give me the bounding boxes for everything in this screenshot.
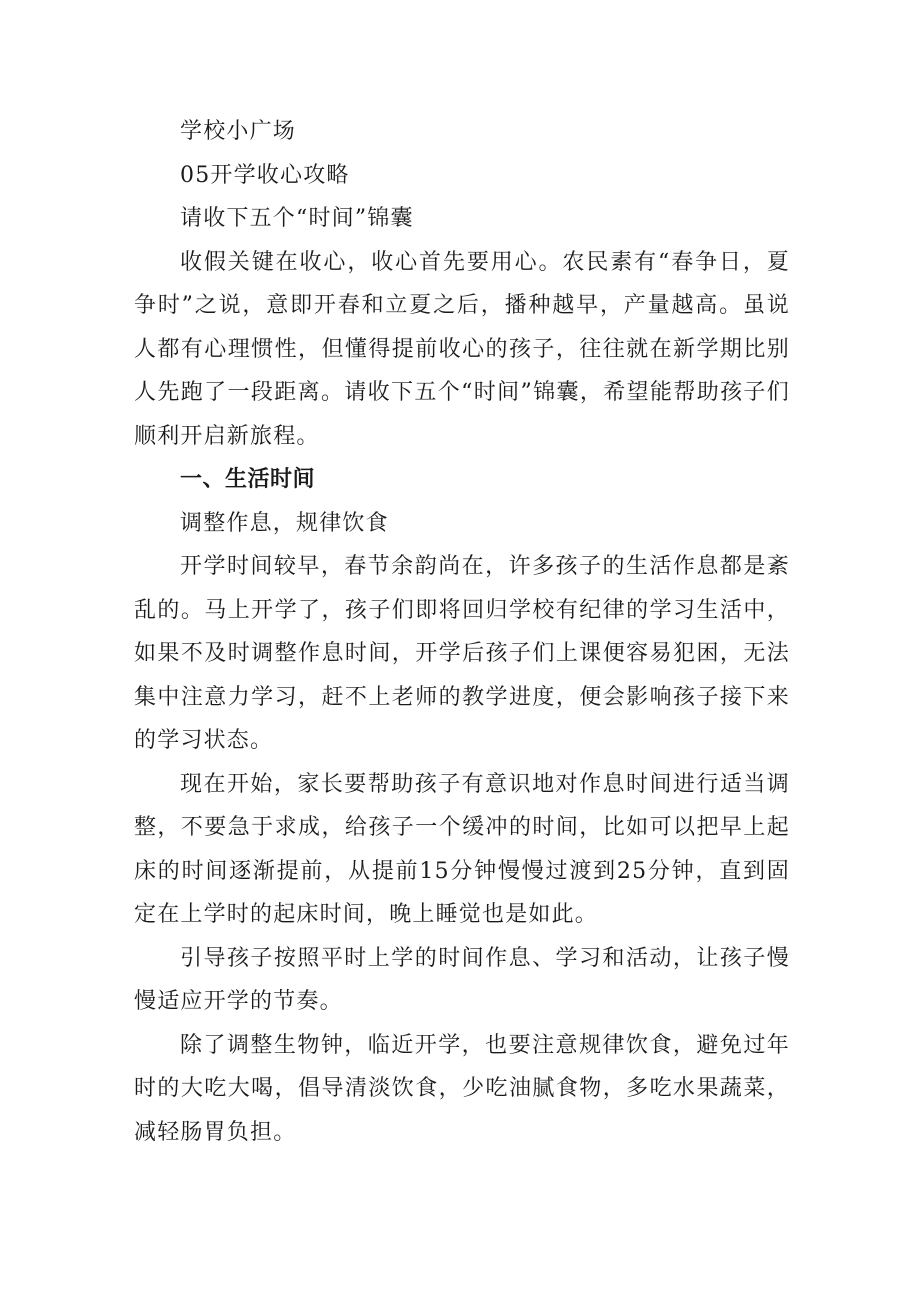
body-paragraph: 除了调整生物钟，临近开学，也要注意规律饮食，避免过年时的大吃大喝，倡导清淡饮食，少吃油腻食物，多吃水果蔬菜，减轻肠胃负担。 — [134, 1032, 790, 1145]
column-name: 学校小广场 — [180, 119, 297, 144]
body-paragraph: 开学时间较早，春节余韵尚在，许多孩子的生活作息都是紊乱的。马上开学了，孩子们即将回归学校有纪律的学习生活中，如果不及时调整作息时间，开学后孩子们上课便容易犯困，无法集中注意力学习，赶不上老师的教学进度，便会影响孩子接下来的学习状态。 — [134, 554, 790, 753]
intro-paragraph: 收假关键在收心，收心首先要用心。农民素有“春争日，夏争时”之说，意即开春和立夏之后，播种越早，产量越高。虽说人都有心理惯性，但懂得提前收心的孩子，往往就在新学期比别人先跑了一段距离。请收下五个“时间”锦囊，希望能帮助孩子们顺利开启新旅程。 — [134, 249, 790, 449]
section-subheading: 调整作息，规律饮食 — [180, 510, 389, 536]
body-paragraph: 现在开始，家长要帮助孩子有意识地对作息时间进行适当调整，不要急于求成，给孩子一个缓冲的时间，比如可以把早上起床的时间逐渐提前，从提前15分钟慢慢过渡到25分钟，直到固定在上学时的起床时间，晚上睡觉也是如此。 — [134, 771, 790, 927]
article-subtitle: 请收下五个“时间”锦囊 — [180, 206, 414, 231]
section-heading: 一、生活时间 — [180, 467, 316, 492]
body-paragraph: 引导孩子按照平时上学的时间作息、学习和活动，让孩子慢慢适应开学的节奏。 — [134, 945, 790, 1014]
article-title: 05开学收心攻略 — [180, 162, 350, 188]
document-body — [134, 110, 790, 1154]
